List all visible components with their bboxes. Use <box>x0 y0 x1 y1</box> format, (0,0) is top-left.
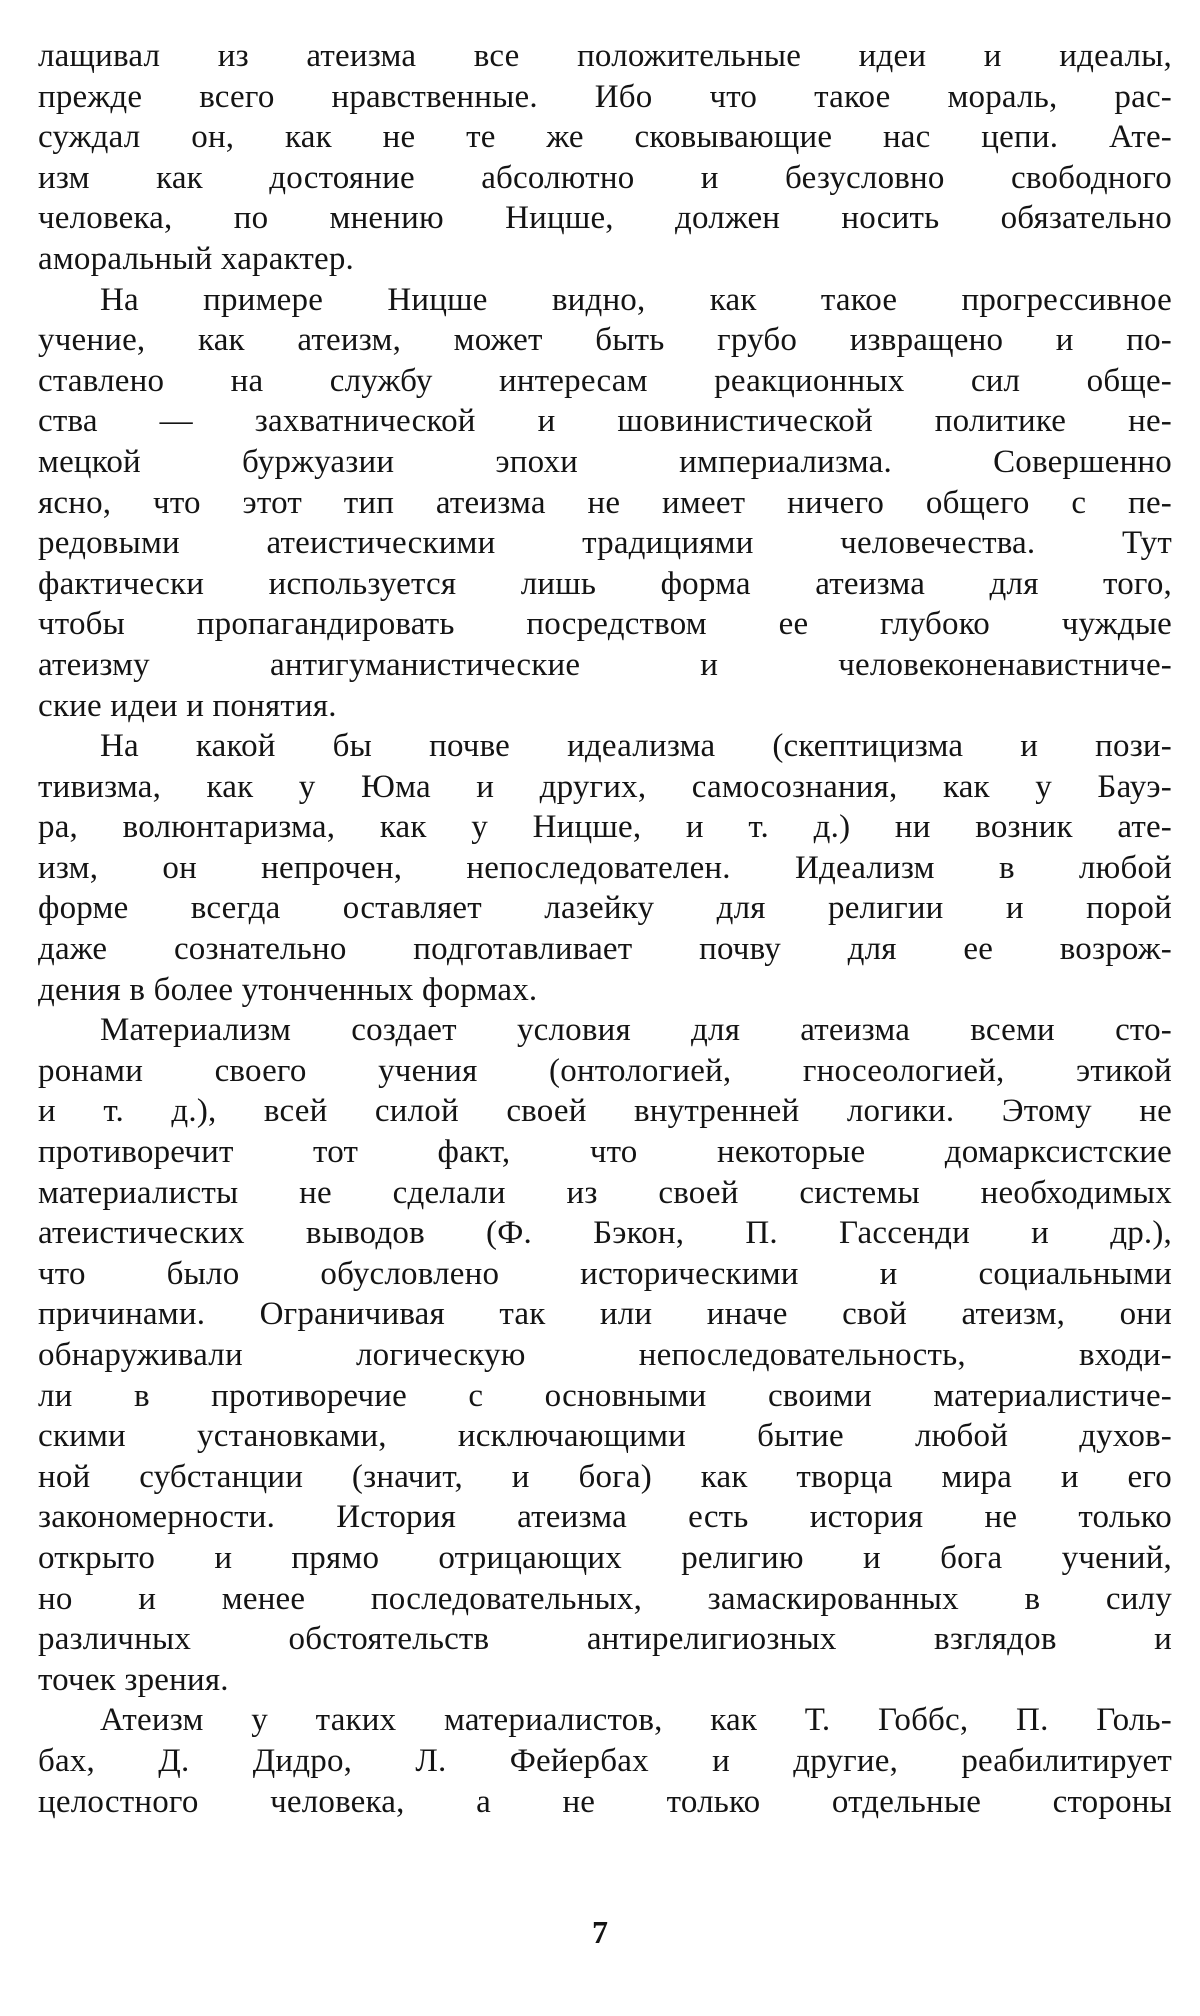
text-line: учение, как атеизм, может быть грубо извращено и по- <box>38 322 1172 359</box>
text-line: суждал он, как не те же сковывающие нас цепи. Ате- <box>38 119 1172 156</box>
text-line: изм, он непрочен, непоследователен. Идеализм в любой <box>38 849 1172 886</box>
text-line: тивизма, как у Юма и других, самосознания, как у Бауэ- <box>38 768 1172 805</box>
text-line: открыто и прямо отрицающих религию и бога учений, <box>38 1539 1172 1576</box>
text-line: На примере Ницше видно, как такое прогрессивное <box>100 281 1172 318</box>
text-line: закономерности. История атеизма есть история не только <box>38 1499 1172 1536</box>
text-line: дения в более утонченных формах. <box>38 971 538 1008</box>
paragraph-2 <box>38 280 1172 727</box>
text-line: и т. д.), всей силой своей внутренней логики. Этому не <box>38 1093 1172 1130</box>
paragraph-5 <box>38 1700 1172 1822</box>
text-line: На какой бы почве идеализма (скептицизма и пози- <box>100 728 1172 765</box>
text-line: аморальный характер. <box>38 240 355 277</box>
page-number: 7 <box>592 1914 608 1950</box>
text-line: различных обстоятельств антирелигиозных взглядов и <box>38 1621 1172 1658</box>
text-line: бах, Д. Дидро, Л. Фейербах и другие, реабилитирует <box>38 1742 1172 1779</box>
text-line: обнаруживали логическую непоследовательность, входи- <box>38 1337 1172 1373</box>
text-line: лащивал из атеизма все положительные идеи и идеалы, <box>38 38 1172 74</box>
text-line: скими установками, исключающими бытие любой духов- <box>38 1418 1172 1455</box>
text-line: атеистических выводов (Ф. Бэкон, П. Гассенди и др.), <box>38 1215 1172 1252</box>
text-line: мецкой буржуазии эпохи империализма. Совершенно <box>38 443 1172 480</box>
text-line: чтобы пропагандировать посредством ее глубоко чуждые <box>38 606 1172 643</box>
text-line: изм как достояние абсолютно и безусловно свободного <box>38 159 1172 196</box>
text-line: Атеизм у таких материалистов, как Т. Гоббс, П. Голь- <box>100 1702 1172 1739</box>
text-line: ной субстанции (значит, и бога) как творца мира и его <box>38 1458 1172 1495</box>
text-line: человека, по мнению Ницше, должен носить обязательно <box>38 200 1172 237</box>
text-line: противоречит тот факт, что некоторые домарксистские <box>38 1134 1172 1171</box>
text-line: форме всегда оставляет лазейку для религии и порой <box>38 890 1172 927</box>
text-line: ства — захватнической и шовинистической политике не- <box>38 403 1172 440</box>
text-line: но и менее последовательных, замаскированных в силу <box>38 1580 1172 1617</box>
text-line: целостного человека, а не только отдельные стороны <box>38 1783 1172 1820</box>
document-page <box>38 36 1172 1822</box>
text-line: причинами. Ограничивая так или иначе свой атеизм, они <box>38 1296 1172 1333</box>
text-line: ставлено на службу интересам реакционных сил обще- <box>38 362 1172 399</box>
text-line: ра, волюнтаризма, как у Ницше, и т. д.) ни возник ате- <box>38 809 1172 846</box>
text-line: Материализм создает условия для атеизма всеми сто- <box>100 1012 1172 1049</box>
text-line: даже сознательно подготавливает почву для ее возрож- <box>38 931 1172 968</box>
paragraph-1 <box>38 36 1172 280</box>
text-line: ясно, что этот тип атеизма не имеет ничего общего с пе- <box>38 484 1172 521</box>
text-line: фактически используется лишь форма атеизма для того, <box>38 565 1172 602</box>
text-line: прежде всего нравственные. Ибо что такое мораль, рас- <box>38 78 1172 115</box>
paragraph-4 <box>38 1010 1172 1700</box>
text-line: материалисты не сделали из своей системы необходимых <box>38 1174 1172 1211</box>
text-line: ские идеи и понятия. <box>38 687 337 724</box>
text-line: точек зрения. <box>38 1661 229 1698</box>
text-line: атеизму антигуманистические и человеконенавистниче- <box>38 646 1172 683</box>
text-line: редовыми атеистическими традициями человечества. Тут <box>38 525 1172 562</box>
text-line: ронами своего учения (онтологией, гносеологией, этикой <box>38 1052 1172 1089</box>
paragraph-3 <box>38 726 1172 1010</box>
text-line: что было обусловлено историческими и социальными <box>38 1255 1172 1292</box>
text-line: ли в противоречие с основными своими материалистиче- <box>38 1377 1172 1414</box>
